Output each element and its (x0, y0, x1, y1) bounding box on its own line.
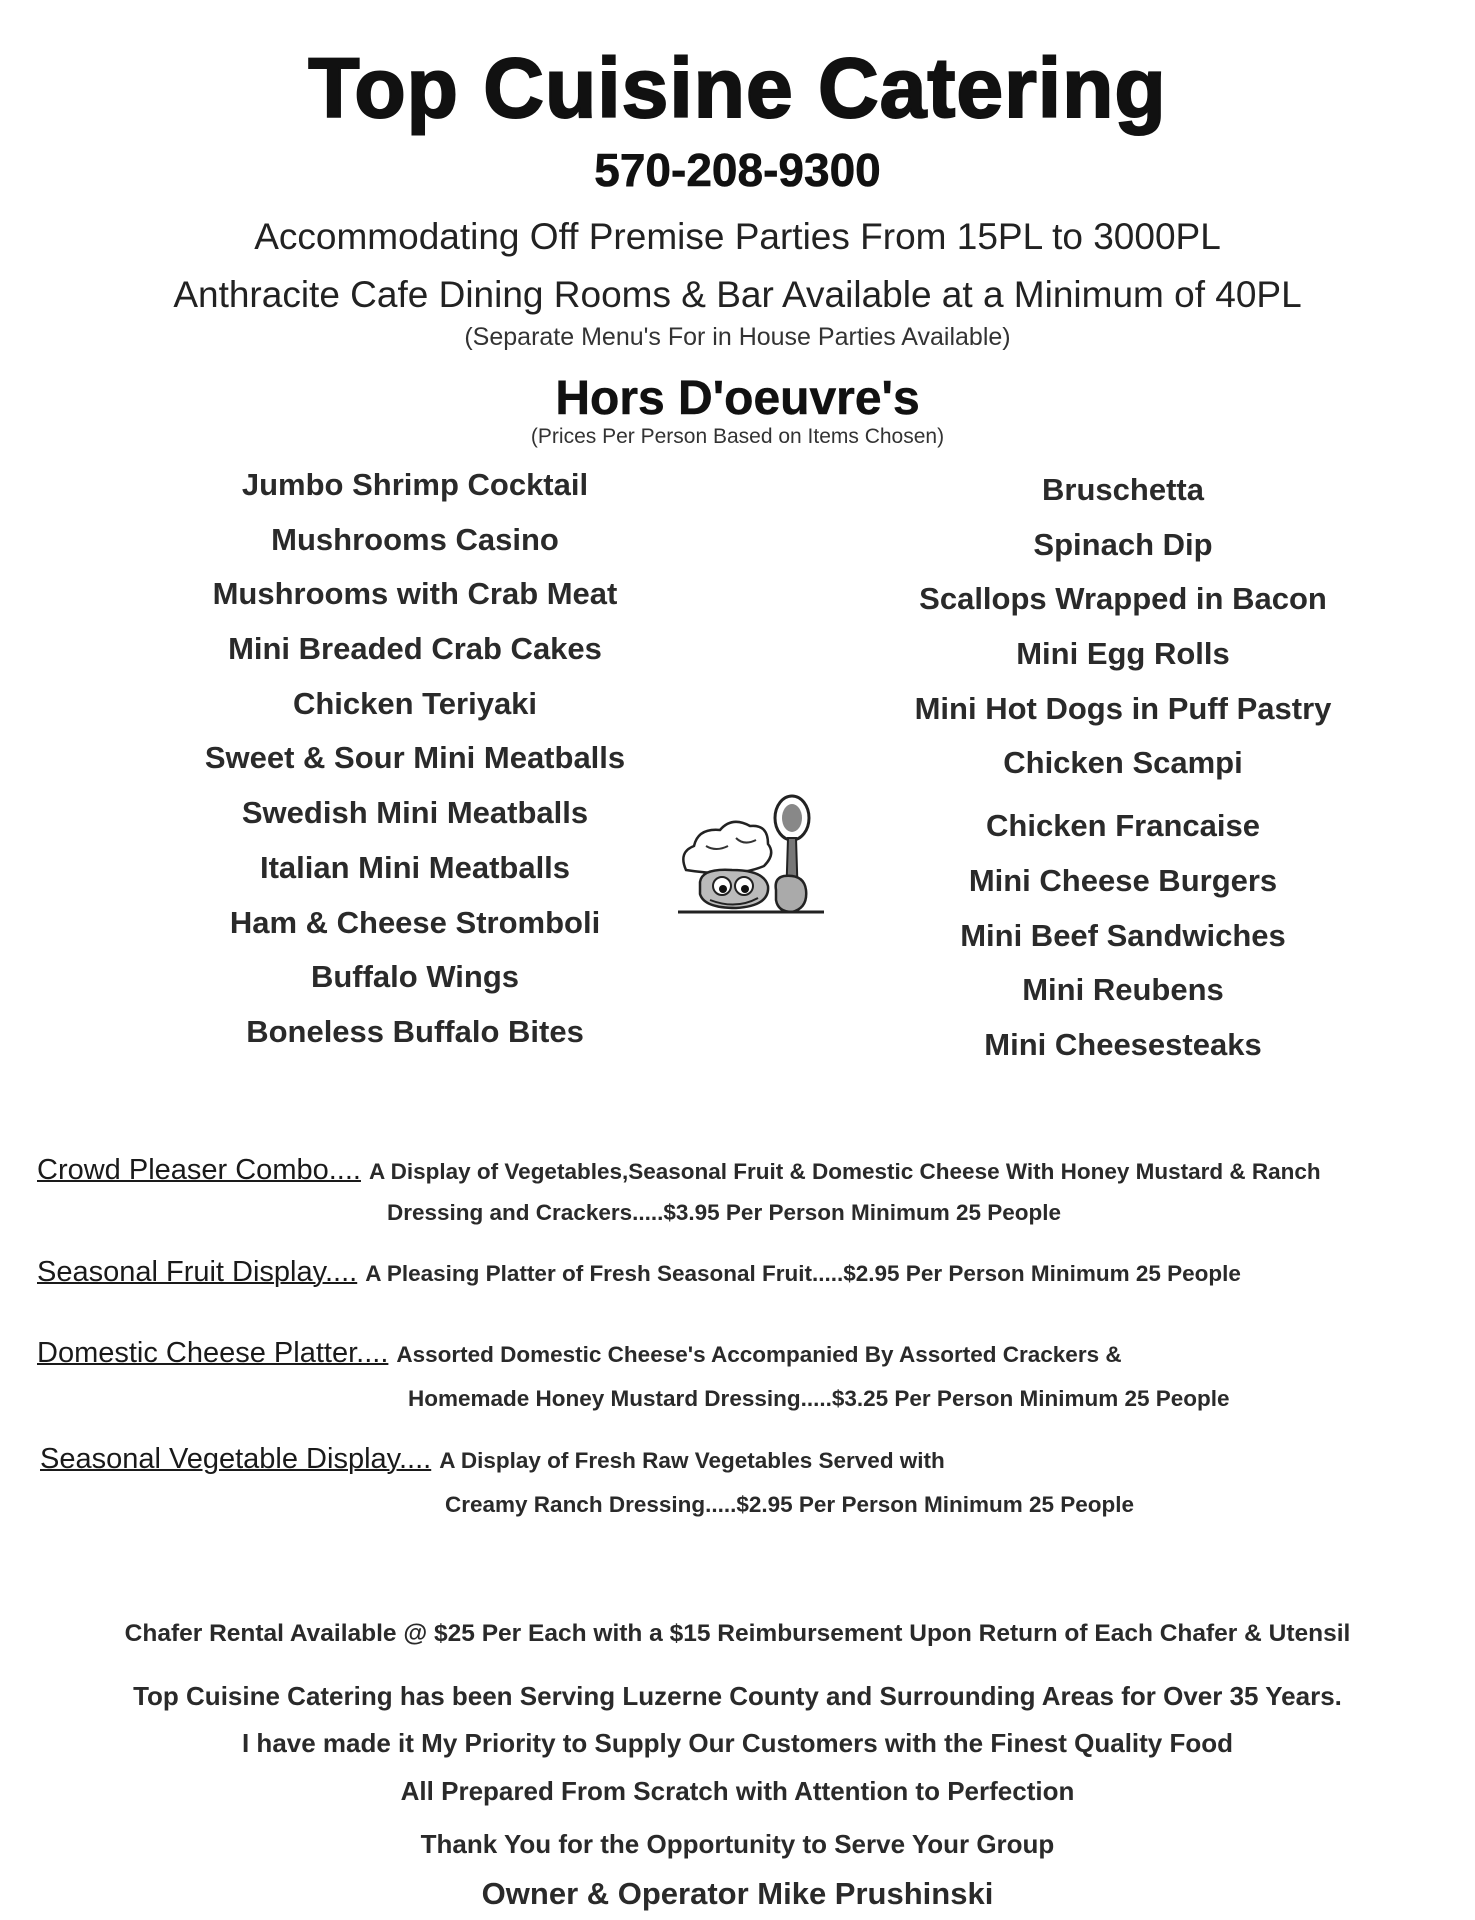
tagline-offsite: Accommodating Off Premise Parties From 15PL to 3000PL (254, 216, 1221, 257)
list-item: Mini Reubens (1022, 972, 1224, 1008)
list-item: Mini Cheesesteaks (984, 1026, 1262, 1062)
display-desc: Dressing and Crackers.....$3.95 Per Person Minimum 25 People (387, 1200, 1062, 1225)
tagline-dining-rooms: Anthracite Cafe Dining Rooms & Bar Available at a Minimum of 40PL (173, 274, 1302, 315)
display-desc: Assorted Domestic Cheese's Accompanied By Assorted Crackers & (396, 1342, 1122, 1367)
list-item: Mushrooms with Crab Meat (212, 576, 618, 612)
footer-line: Thank You for the Opportunity to Serve Your Group (420, 1829, 1055, 1859)
footer-line: I have made it My Priority to Supply Our Customers with the Finest Quality Food (241, 1728, 1234, 1758)
display-desc: A Pleasing Platter of Fresh Seasonal Fruit.....$2.95 Per Person Minimum 25 People (365, 1261, 1241, 1286)
list-item: Bruschetta (1042, 472, 1204, 507)
list-item: Jumbo Shrimp Cocktail (241, 467, 589, 502)
list-item: Mushrooms Casino (271, 521, 559, 557)
footer-line: Top Cuisine Catering has been Serving Luzerne County and Surrounding Areas for Over 35 Years. (133, 1681, 1342, 1711)
chafer-rental-note: Chafer Rental Available @ $25 Per Each with a $15 Reimbursement Upon Return of Each Chafer & Utensil (124, 1620, 1351, 1647)
list-item: Swedish Mini Meatballs (241, 795, 589, 831)
hors-heading: Hors D'oeuvre's (555, 372, 920, 425)
hors-list-left (135, 458, 695, 1060)
display-name: Seasonal Fruit Display.... (37, 1256, 358, 1288)
hors-list-right (843, 463, 1403, 1073)
list-item: Chicken Scampi (1003, 745, 1243, 781)
list-item: Sweet & Sour Mini Meatballs (204, 740, 626, 776)
phone-number: 570-208-9300 (594, 144, 881, 196)
display-desc: Creamy Ranch Dressing.....$2.95 Per Person Minimum 25 People (445, 1492, 1135, 1517)
display-name: Seasonal Vegetable Display.... (40, 1443, 432, 1475)
page-title: Top Cuisine Catering (308, 41, 1167, 135)
chef-with-spoon-icon (676, 790, 826, 940)
list-item: Ham & Cheese Stromboli (229, 904, 601, 940)
list-item: Spinach Dip (1033, 526, 1213, 562)
hors-pricing-note: (Prices Per Person Based on Items Chosen) (530, 425, 945, 448)
list-item: Mini Hot Dogs in Puff Pastry (914, 690, 1332, 726)
display-desc: Homemade Honey Mustard Dressing.....$3.25 Per Person Minimum 25 People (408, 1386, 1230, 1411)
display-name: Domestic Cheese Platter.... (37, 1337, 389, 1369)
display-desc: A Display of Fresh Raw Vegetables Served with (439, 1448, 945, 1473)
list-item: Mini Breaded Crab Cakes (228, 631, 602, 667)
list-item: Scallops Wrapped in Bacon (919, 581, 1327, 617)
list-item: Mini Egg Rolls (1016, 636, 1230, 672)
list-item: Chicken Teriyaki (292, 685, 538, 721)
list-item: Italian Mini Meatballs (259, 849, 571, 885)
display-name: Crowd Pleaser Combo.... (37, 1154, 361, 1186)
list-item: Mini Cheese Burgers (968, 862, 1278, 898)
list-item: Chicken Francaise (986, 808, 1260, 844)
display-desc: A Display of Vegetables,Seasonal Fruit & Domestic Cheese With Honey Mustard & Ranch (368, 1159, 1321, 1184)
list-item: Mini Beef Sandwiches (960, 917, 1286, 953)
list-item: Boneless Buffalo Bites (246, 1013, 584, 1049)
in-house-note: (Separate Menu's For in House Parties Available) (464, 323, 1011, 351)
list-item: Buffalo Wings (310, 959, 520, 995)
owner-signature: Owner & Operator Mike Prushinski (481, 1876, 994, 1911)
footer-line: All Prepared From Scratch with Attention to Perfection (400, 1776, 1075, 1806)
